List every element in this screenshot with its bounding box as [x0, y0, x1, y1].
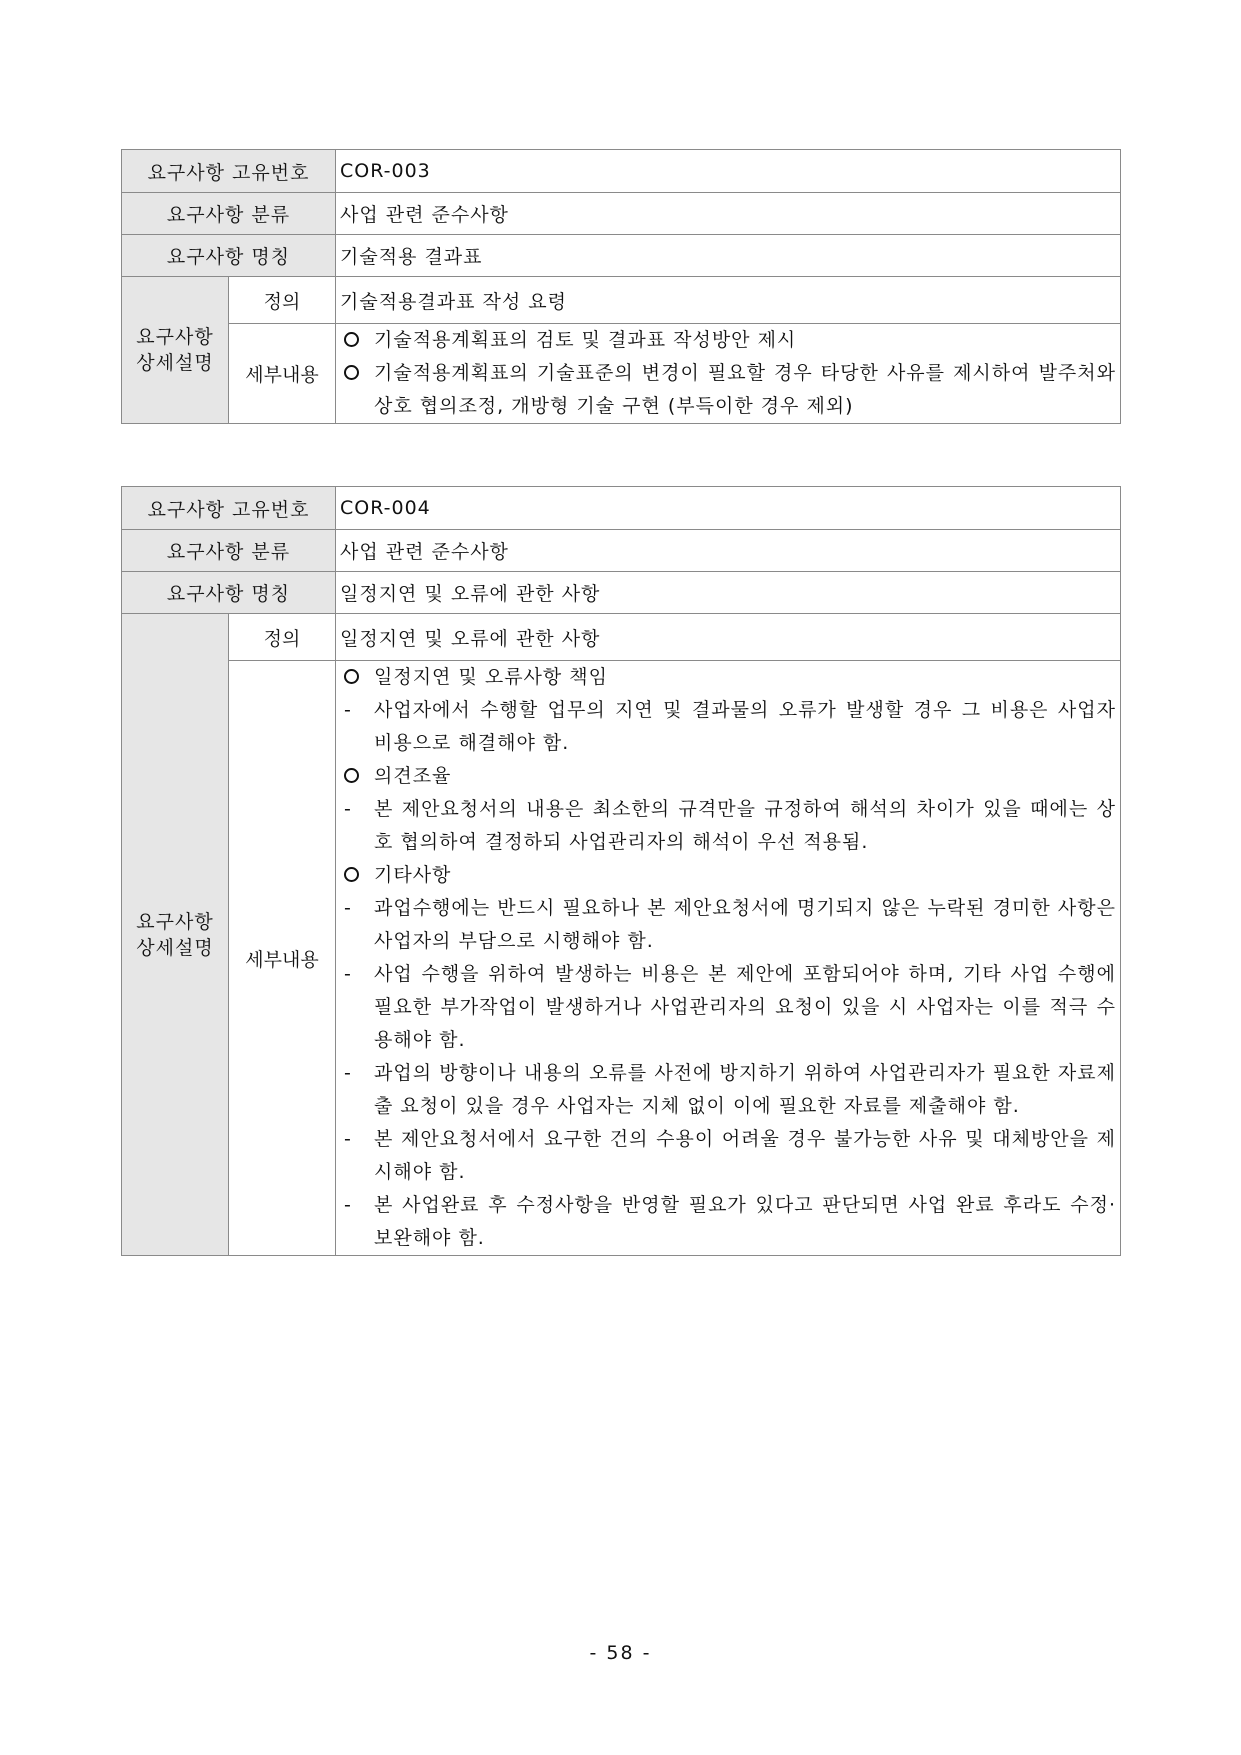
label-category: 요구사항 분류: [122, 193, 336, 235]
label-detail-group: 요구사항 상세설명: [122, 277, 229, 424]
label-name: 요구사항 명칭: [122, 235, 336, 277]
label-details: 세부내용: [229, 324, 336, 424]
requirement-table-cor-004: [121, 486, 1121, 1256]
dash-bullet: -: [344, 897, 352, 919]
label-definition: 정의: [229, 614, 336, 661]
requirement-id: COR-003: [336, 150, 1121, 193]
detail-line: - 사업자에서 수행할 업무의 지연 및 결과물의 오류가 발생할 경우 그 비용은 사업자 비용으로 해결해야 함.: [340, 694, 1116, 760]
requirement-name: 일정지연 및 오류에 관한 사항: [336, 572, 1121, 614]
detail-line: 일정지연 및 오류사항 책임: [340, 661, 1116, 694]
requirement-details: [336, 661, 1121, 1256]
requirement-category: 사업 관련 준수사항: [336, 193, 1121, 235]
circle-bullet-icon: [344, 867, 359, 882]
requirement-table-cor-003: [121, 149, 1121, 424]
label-details: 세부내용: [229, 661, 336, 1256]
requirement-definition: 기술적용결과표 작성 요령: [336, 277, 1121, 324]
label-id: 요구사항 고유번호: [122, 487, 336, 530]
dash-bullet: -: [344, 699, 352, 721]
requirement-definition: 일정지연 및 오류에 관한 사항: [336, 614, 1121, 661]
label-detail-group: 요구사항 상세설명: [122, 614, 229, 1256]
detail-line: 기술적용계획표의 검토 및 결과표 작성방안 제시: [340, 324, 1116, 357]
label-definition: 정의: [229, 277, 336, 324]
circle-bullet-icon: [344, 365, 359, 380]
dash-bullet: -: [344, 798, 352, 820]
label-name: 요구사항 명칭: [122, 572, 336, 614]
detail-line: - 과업의 방향이나 내용의 오류를 사전에 방지하기 위하여 사업관리자가 필요한 자료제출 요청이 있을 경우 사업자는 지체 없이 이에 필요한 자료를 제출해야 함.: [340, 1057, 1116, 1123]
detail-line: - 본 제안요청서에서 요구한 건의 수용이 어려울 경우 불가능한 사유 및 대체방안을 제시해야 함.: [340, 1123, 1116, 1189]
detail-line: 기술적용계획표의 기술표준의 변경이 필요할 경우 타당한 사유를 제시하여 발주처와 상호 협의조정, 개방형 기술 구현 (부득이한 경우 제외): [340, 357, 1116, 423]
dash-bullet: -: [344, 1128, 352, 1150]
label-id: 요구사항 고유번호: [122, 150, 336, 193]
page-number: - 58 -: [589, 1642, 652, 1664]
requirement-name: 기술적용 결과표: [336, 235, 1121, 277]
label-category: 요구사항 분류: [122, 530, 336, 572]
detail-line: 의견조율: [340, 760, 1116, 793]
detail-line: - 본 사업완료 후 수정사항을 반영할 필요가 있다고 판단되면 사업 완료 후라도 수정·보완해야 함.: [340, 1189, 1116, 1255]
circle-bullet-icon: [344, 332, 359, 347]
detail-line: - 본 제안요청서의 내용은 최소한의 규격만을 규정하여 해석의 차이가 있을 때에는 상호 협의하여 결정하되 사업관리자의 해석이 우선 적용됨.: [340, 793, 1116, 859]
dash-bullet: -: [344, 1194, 352, 1216]
requirement-details: [336, 324, 1121, 424]
dash-bullet: -: [344, 963, 352, 985]
circle-bullet-icon: [344, 768, 359, 783]
detail-line: - 과업수행에는 반드시 필요하나 본 제안요청서에 명기되지 않은 누락된 경미한 사항은 사업자의 부담으로 시행해야 함.: [340, 892, 1116, 958]
detail-line: - 사업 수행을 위하여 발생하는 비용은 본 제안에 포함되어야 하며, 기타 사업 수행에 필요한 부가작업이 발생하거나 사업관리자의 요청이 있을 시 사업자는 이를 적극 수용해야 함.: [340, 958, 1116, 1057]
circle-bullet-icon: [344, 669, 359, 684]
requirement-id: COR-004: [336, 487, 1121, 530]
requirement-category: 사업 관련 준수사항: [336, 530, 1121, 572]
detail-line: 기타사항: [340, 859, 1116, 892]
dash-bullet: -: [344, 1062, 352, 1084]
